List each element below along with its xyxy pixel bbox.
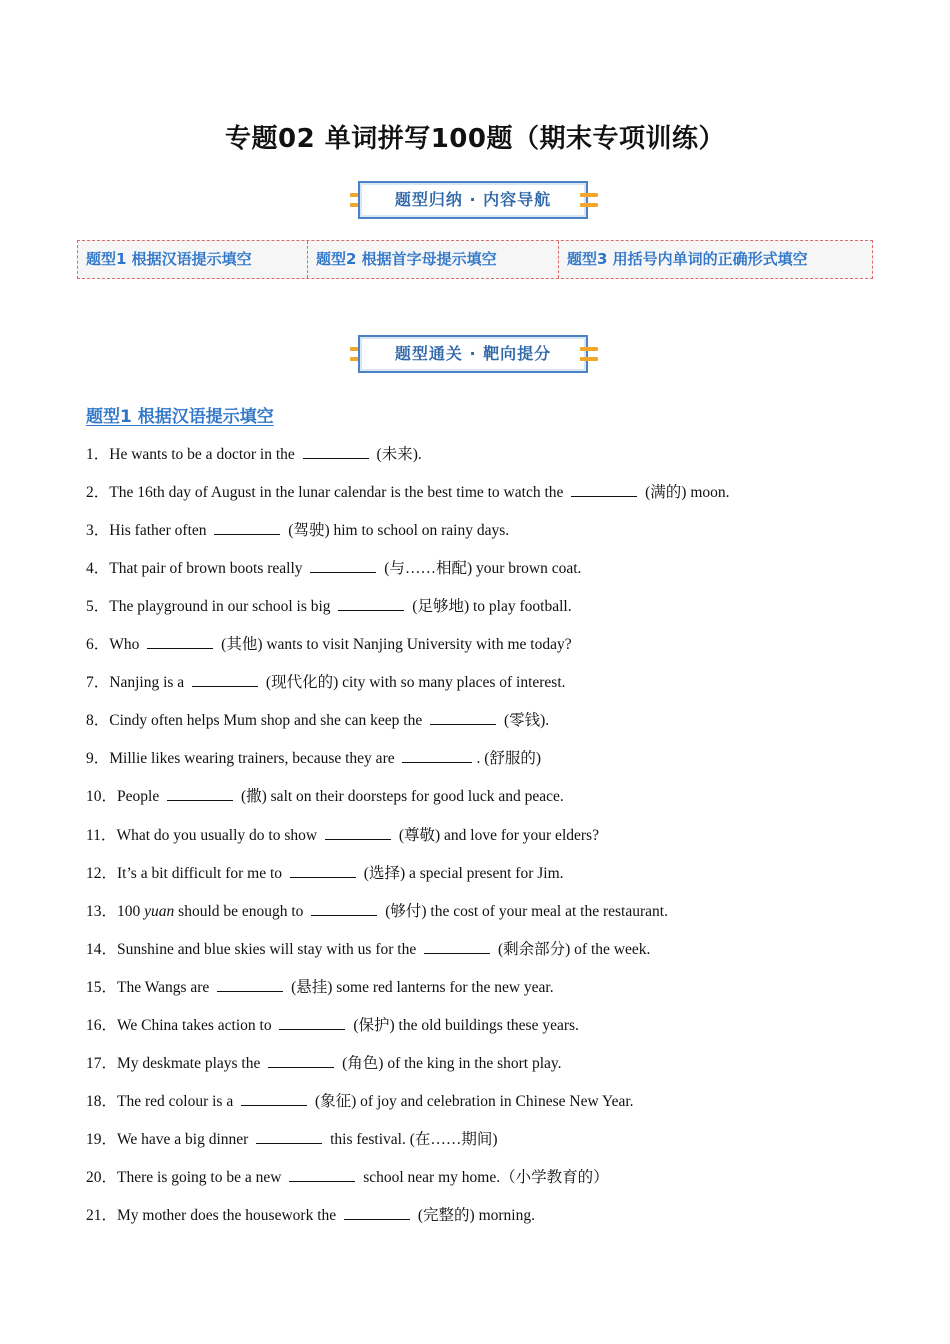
question-text-before: We have a big dinner <box>117 1130 253 1148</box>
question-text-before: Nanjing is a <box>109 674 189 692</box>
question-text-after: (悬挂) some red lanterns for the new year. <box>287 978 554 996</box>
question-number: 15． <box>86 978 118 996</box>
answer-blank[interactable] <box>268 1055 334 1068</box>
question-item <box>86 670 566 692</box>
question-item <box>86 518 509 540</box>
question-number: 19． <box>86 1130 118 1148</box>
answer-blank[interactable] <box>311 903 377 916</box>
question-text-before: The Wangs are <box>117 978 214 996</box>
question-text-after: (满的) moon. <box>641 484 730 502</box>
question-number: 12． <box>86 864 118 882</box>
answer-blank[interactable] <box>430 712 496 725</box>
question-text-before: What do you usually do to show <box>116 826 321 844</box>
question-text-after: (角色) of the king in the short play. <box>338 1054 562 1072</box>
answer-blank[interactable] <box>279 1017 345 1030</box>
answer-blank[interactable] <box>303 446 369 459</box>
question-text-before: That pair of brown boots really <box>109 560 307 578</box>
banner-right-bar-bottom <box>580 203 598 207</box>
question-number: 18． <box>86 1092 118 1110</box>
question-text-before: Millie likes wearing trainers, because they are <box>109 750 399 768</box>
question-number: 2． <box>86 484 110 502</box>
question-text-after: (够付) the cost of your meal at the restaurant. <box>381 902 668 920</box>
question-text-before: He wants to be a doctor in the <box>109 446 299 463</box>
question-text-after: school near my home.（小学教育的） <box>359 1168 609 1186</box>
question-text-after: this festival. (在……期间) <box>326 1130 498 1148</box>
question-text-after: (其他) wants to visit Nanjing University with me today? <box>217 636 572 654</box>
nav-item-type3[interactable]: 题型3 用括号内单词的正确形式填空 <box>567 250 808 268</box>
question-italic-word: yuan <box>144 902 175 920</box>
question-text-before: My deskmate plays the <box>117 1054 265 1072</box>
question-item <box>86 480 730 502</box>
question-text-after: . (舒服的) <box>476 750 542 768</box>
question-text-after: (剩余部分) of the week. <box>494 940 651 958</box>
question-item <box>86 1165 609 1187</box>
nav-item-type2[interactable]: 题型2 根据首字母提示填空 <box>308 241 559 278</box>
question-text-before: Who <box>109 636 144 654</box>
question-item <box>86 556 581 578</box>
question-text-after: (完整的) morning. <box>414 1207 535 1224</box>
question-number: 9． <box>86 750 110 768</box>
answer-blank[interactable] <box>325 827 391 840</box>
answer-blank[interactable] <box>147 636 213 649</box>
answer-blank[interactable] <box>214 522 280 535</box>
question-item <box>86 632 572 654</box>
question-text-after: (撒) salt on their doorsteps for good luck and peace. <box>237 788 564 806</box>
question-text-before: There is going to be a new <box>117 1168 286 1186</box>
question-text-before: His father often <box>109 522 211 540</box>
question-item <box>86 937 650 959</box>
content-navigation-table <box>77 240 873 279</box>
question-item <box>86 823 599 845</box>
question-item <box>86 784 564 806</box>
banner-practice <box>350 335 600 377</box>
question-item <box>86 1013 579 1035</box>
question-text-before: It’s a bit difficult for me to <box>117 864 286 882</box>
question-number: 14． <box>86 940 118 958</box>
question-text-before: Sunshine and blue skies will stay with us for the <box>117 940 421 958</box>
answer-blank[interactable] <box>571 484 637 497</box>
answer-blank[interactable] <box>289 1169 355 1182</box>
question-item <box>86 1127 498 1149</box>
question-text-after: (零钱). <box>500 712 550 730</box>
answer-blank[interactable] <box>217 979 283 992</box>
question-number: 4． <box>86 560 110 578</box>
question-number: 11． <box>86 826 117 844</box>
question-text-before: Cindy often helps Mum shop and she can keep the <box>109 712 427 730</box>
answer-blank[interactable] <box>256 1131 322 1144</box>
question-number: 16． <box>86 1016 118 1034</box>
answer-blank[interactable] <box>310 560 376 573</box>
question-text-before: We China takes action to <box>117 1016 276 1034</box>
question-number: 20． <box>86 1168 118 1186</box>
question-item <box>86 442 422 464</box>
question-text-after: (未来). <box>372 446 422 463</box>
question-item <box>86 594 572 616</box>
question-item <box>86 1203 535 1225</box>
answer-blank[interactable] <box>290 865 356 878</box>
question-number: 6． <box>86 636 110 654</box>
question-item <box>86 975 554 997</box>
question-text-before: The red colour is a <box>117 1092 238 1110</box>
banner-label: 题型归纳 · 内容导航 <box>394 190 552 209</box>
question-text-before: My mother does the housework the <box>117 1207 341 1224</box>
question-text-before: People <box>117 788 164 806</box>
answer-blank[interactable] <box>241 1093 307 1106</box>
question-item <box>86 899 668 921</box>
question-item <box>86 861 564 883</box>
question-text-after: (足够地) to play football. <box>408 598 572 616</box>
question-number: 17． <box>86 1054 118 1072</box>
banner-label: 题型通关 · 靶向提分 <box>394 344 552 363</box>
question-number: 10． <box>86 788 118 806</box>
question-text-before: should be enough to <box>174 902 308 920</box>
question-number: 21． <box>86 1207 118 1224</box>
question-text-before: The 16th day of August in the lunar calendar is the best time to watch the <box>109 484 568 502</box>
question-number: 13． <box>86 902 118 920</box>
answer-blank[interactable] <box>402 750 472 763</box>
question-text-after: (保护) the old buildings these years. <box>349 1016 579 1034</box>
question-text-after: (象征) of joy and celebration in Chinese New Year. <box>311 1092 634 1110</box>
question-number: 7． <box>86 674 110 692</box>
question-number: 5． <box>86 598 110 616</box>
question-number: 1． <box>86 446 110 463</box>
question-number: 3． <box>86 522 110 540</box>
banner-right-bar-top <box>580 347 598 351</box>
question-text-before: The playground in our school is big <box>109 598 335 616</box>
question-item <box>86 746 541 768</box>
banner-content-navigation <box>350 181 600 223</box>
nav-item-type1[interactable]: 题型1 根据汉语提示填空 <box>78 241 308 278</box>
question-item <box>86 708 549 730</box>
question-item <box>86 1089 634 1111</box>
answer-blank[interactable] <box>167 788 233 801</box>
page-title: 专题02 单词拼写100题（期末专项训练） <box>224 124 725 154</box>
question-number: 8． <box>86 712 110 730</box>
answer-blank[interactable] <box>344 1207 410 1220</box>
question-text-after: (选择) a special present for Jim. <box>359 864 564 882</box>
banner-right-bar-top <box>580 193 598 197</box>
answer-blank[interactable] <box>338 598 404 611</box>
answer-blank[interactable] <box>192 674 258 687</box>
section-title[interactable]: 题型1 根据汉语提示填空 <box>86 407 274 427</box>
question-text-after: (现代化的) city with so many places of interest. <box>262 674 566 692</box>
question-item <box>86 1051 562 1073</box>
question-text-before: 100 <box>117 902 145 920</box>
question-text-after: (与……相配) your brown coat. <box>380 560 582 578</box>
question-text-after: (尊敬) and love for your elders? <box>394 826 599 844</box>
banner-right-bar-bottom <box>580 357 598 361</box>
question-text-after: (驾驶) him to school on rainy days. <box>284 522 510 540</box>
answer-blank[interactable] <box>424 941 490 954</box>
